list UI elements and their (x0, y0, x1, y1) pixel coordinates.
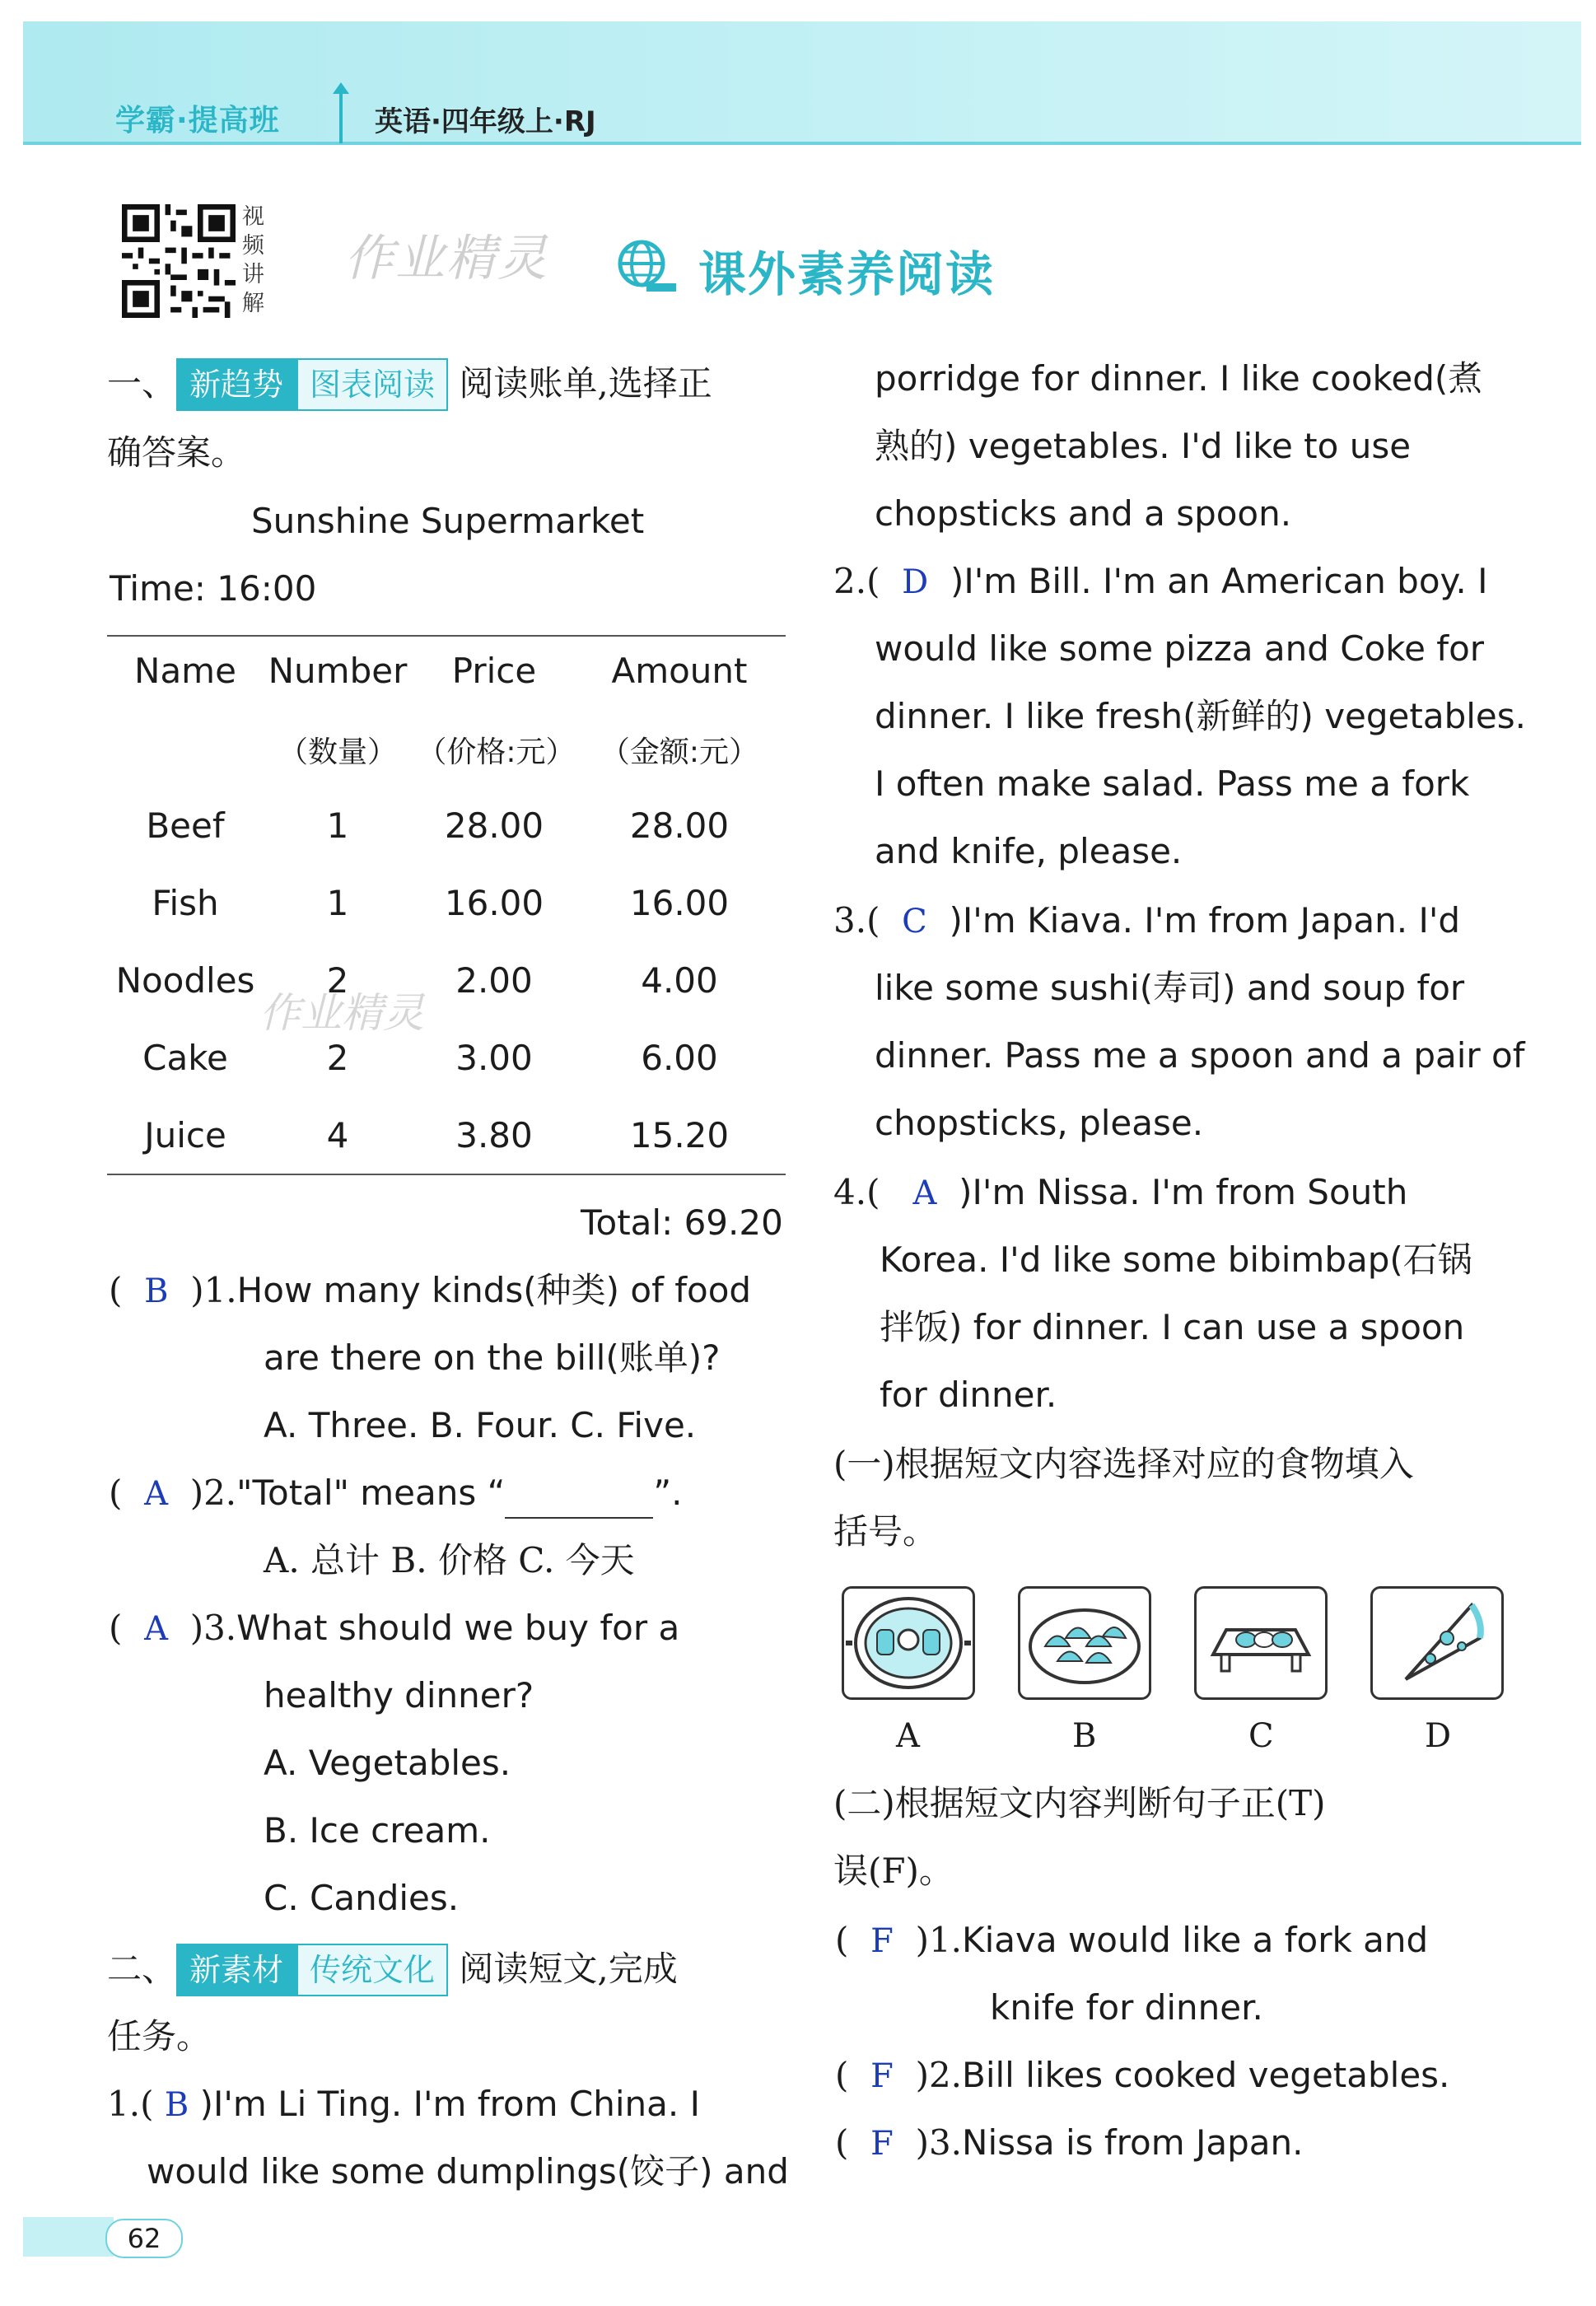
arrow-head-icon (333, 82, 349, 94)
store-name: Sunshine Supermarket (251, 501, 645, 541)
q2-text: "Total" means “ (236, 1473, 506, 1513)
answer-p3[interactable]: C (902, 903, 927, 941)
passage-2: 2.( D )I'm Bill. I'm an American boy. I (833, 561, 1488, 601)
passage-1-cont: chopsticks and a spoon. (875, 493, 1292, 534)
row-number: 1 (326, 805, 349, 846)
passage-1: 1.( B )I'm Li Ting. I'm from China. I (107, 2084, 700, 2124)
passage-3-line: chopsticks, please. (875, 1103, 1204, 1143)
brand-title: 学霸·提高班 (115, 104, 280, 138)
passage-2-line: I often make salad. Pass me a fork (875, 763, 1470, 804)
note-price: （价格:元） (417, 735, 576, 769)
passage-4-line: 拌饭) for dinner. I can use a spoon (880, 1307, 1465, 1347)
answer-blank[interactable] (505, 1484, 653, 1519)
food-label-b: B (1072, 1717, 1097, 1755)
row-name: Noodles (115, 960, 255, 1001)
note-amount: （金额:元） (600, 735, 759, 769)
passage-1-line: would like some dumplings(饺子) and (147, 2151, 789, 2192)
passage-4: 4.( A )I'm Nissa. I'm from South (833, 1172, 1408, 1212)
row-price: 16.00 (444, 883, 544, 923)
row-number: 2 (326, 960, 349, 1001)
row-name: Beef (146, 805, 225, 846)
dumplings-plate-icon (1018, 1586, 1151, 1700)
q1-options: A. Three. B. Four. C. Five. (264, 1405, 697, 1445)
tf-item-2: ( F )2.Bill likes cooked vegetables. (835, 2055, 1450, 2095)
row-amount: 16.00 (629, 883, 730, 923)
row-number: 2 (326, 1038, 349, 1078)
bibimbap-bowl-icon (842, 1586, 975, 1700)
q3-text-cont: healthy dinner? (264, 1675, 534, 1715)
row-name: Juice (144, 1115, 226, 1155)
note-number: （数量） (278, 735, 397, 769)
q2-options: A. 总计 B. 价格 C. 今天 (264, 1540, 635, 1580)
col-header-price: Price (451, 651, 537, 691)
q1-text: How many kinds(种类) of food (236, 1270, 752, 1310)
page-number-band (23, 2217, 114, 2257)
food-label-c: C (1248, 1717, 1274, 1755)
qr-label: 视频讲解 (242, 204, 264, 316)
passage-4-line: for dinner. (880, 1375, 1057, 1415)
qr-code-icon[interactable] (122, 204, 236, 318)
part1-instruction: 阅读账单,选择正 (459, 363, 712, 404)
bill-total: Total: 69.20 (581, 1202, 783, 1243)
answer-tf2[interactable]: F (870, 2057, 894, 2095)
row-amount: 4.00 (641, 960, 718, 1001)
part2-number: 二、 (107, 1949, 177, 1989)
question-1: ( B )1.How many kinds(种类) of food (109, 1270, 752, 1310)
part2-instruction: 阅读短文,完成 (459, 1949, 678, 1989)
tag-new-material: 新素材 (176, 1944, 296, 1996)
table-top-rule (107, 635, 786, 637)
food-label-d: D (1425, 1717, 1452, 1755)
row-name: Fish (152, 883, 219, 923)
row-amount: 28.00 (629, 805, 730, 846)
col-header-name: Name (134, 651, 236, 691)
answer-q1[interactable]: B (144, 1272, 169, 1310)
arrow-icon (339, 89, 343, 143)
header-divider (23, 142, 1581, 145)
tag-traditional-culture: 传统文化 (296, 1944, 448, 1996)
passage-2-line: and knife, please. (875, 831, 1183, 871)
watermark: 作业精灵 (344, 230, 548, 287)
answer-tf3[interactable]: F (870, 2125, 894, 2163)
row-price: 2.00 (455, 960, 533, 1001)
row-amount: 15.20 (629, 1115, 730, 1155)
row-amount: 6.00 (641, 1038, 718, 1078)
q3-option-a: A. Vegetables. (264, 1743, 511, 1783)
answer-p1[interactable]: B (164, 2086, 189, 2124)
q3-option-b: B. Ice cream. (264, 1810, 491, 1851)
part1-instruction-cont: 确答案。 (107, 432, 246, 473)
passage-4-line: Korea. I'd like some bibimbap(石锅 (880, 1239, 1472, 1280)
task-1-instruction: (一)根据短文内容选择对应的食物填入 (833, 1444, 1414, 1484)
sushi-tray-icon (1194, 1586, 1328, 1700)
passage-2-line: dinner. I like fresh(新鲜的) vegetables. (875, 696, 1527, 736)
answer-tf1[interactable]: F (870, 1922, 894, 1960)
passage-3-line: like some sushi(寿司) and soup for (875, 968, 1465, 1008)
answer-p4[interactable]: A (912, 1174, 937, 1212)
passage-1-cont: 熟的) vegetables. I'd like to use (875, 426, 1412, 466)
passage-2-line: would like some pizza and Coke for (875, 628, 1485, 669)
page-number: 62 (105, 2219, 183, 2258)
table-bottom-rule (107, 1174, 786, 1175)
part1-number: 一、 (107, 363, 177, 404)
task-1-instruction-cont: 括号。 (833, 1511, 938, 1552)
row-name: Cake (142, 1038, 228, 1078)
q3-option-c: C. Candies. (264, 1878, 460, 1918)
subject-label: 英语·四年级上·RJ (375, 105, 596, 138)
row-price: 3.80 (455, 1115, 533, 1155)
col-header-number: Number (268, 651, 408, 691)
row-price: 28.00 (444, 805, 544, 846)
receipt-time: Time: 16:00 (110, 568, 317, 609)
part1-heading (107, 358, 712, 411)
row-number: 1 (326, 883, 349, 923)
tf-item-1-cont: knife for dinner. (990, 1987, 1263, 2028)
food-label-a: A (896, 1717, 920, 1755)
passage-3: 3.( C )I'm Kiava. I'm from Japan. I'd (833, 900, 1461, 941)
part2-heading (107, 1944, 678, 1996)
tag-new-trend: 新趋势 (176, 358, 296, 411)
row-price: 3.00 (455, 1038, 533, 1078)
question-3: ( A )3.What should we buy for a (109, 1608, 680, 1648)
answer-q2[interactable]: A (144, 1475, 168, 1513)
passage-3-line: dinner. Pass me a spoon and a pair of (875, 1035, 1525, 1076)
tf-item-1: ( F )1.Kiava would like a fork and (835, 1920, 1429, 1960)
globe-book-icon (614, 237, 679, 295)
tag-chart-reading: 图表阅读 (296, 358, 448, 411)
col-header-amount: Amount (611, 651, 748, 691)
pizza-slice-icon (1370, 1586, 1504, 1700)
answer-q3[interactable]: A (144, 1610, 168, 1648)
answer-p2[interactable]: D (902, 563, 929, 601)
tf-item-3: ( F )3.Nissa is from Japan. (835, 2122, 1304, 2163)
q3-text: What should we buy for a (236, 1608, 680, 1648)
question-2: ( A )2."Total" means “ ”. (109, 1468, 682, 1519)
part2-instruction-cont: 任务。 (107, 2016, 212, 2056)
watermark-overlay: 作业精灵 (259, 989, 424, 1037)
passage-1-cont: porridge for dinner. I like cooked(煮 (875, 358, 1483, 399)
task-2-instruction-cont: 误(F)。 (833, 1851, 954, 1891)
row-number: 4 (326, 1115, 349, 1155)
section-title: 课外素养阅读 (698, 246, 996, 302)
task-2-instruction: (二)根据短文内容判断句子正(T) (833, 1783, 1326, 1823)
q1-text-cont: are there on the bill(账单)? (264, 1337, 721, 1378)
